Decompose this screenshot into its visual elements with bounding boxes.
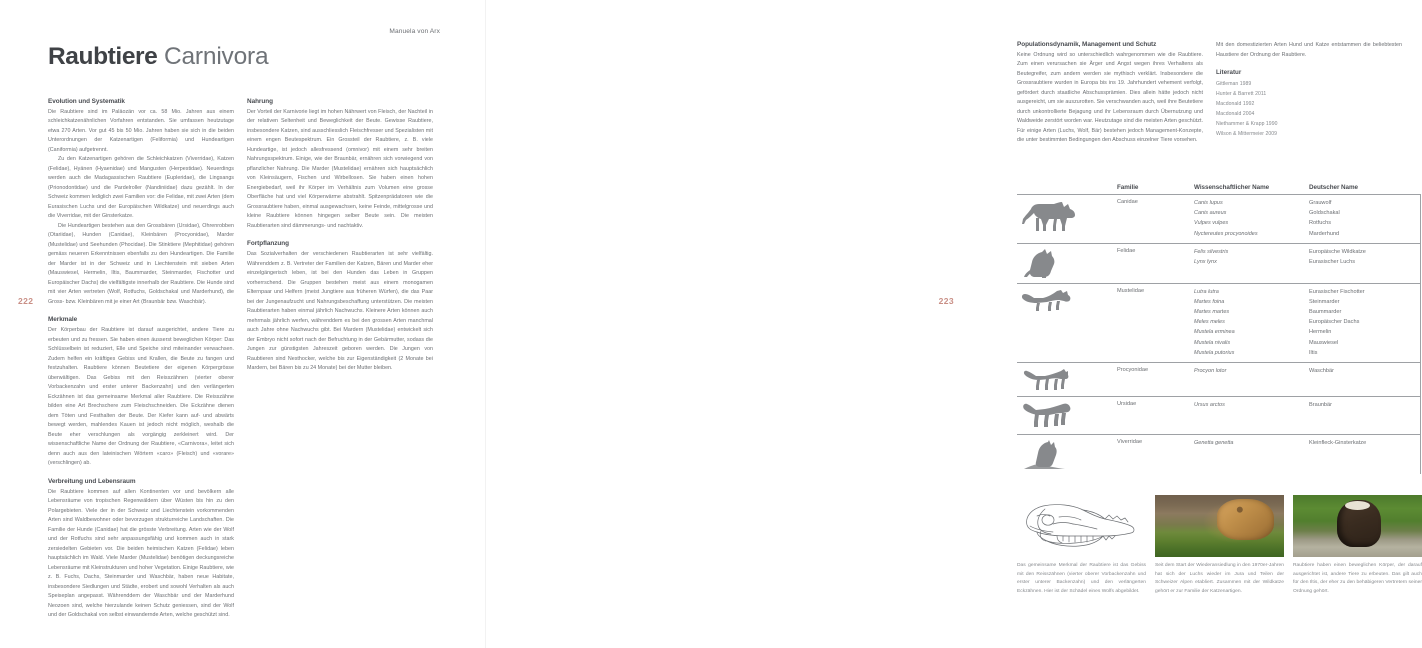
species-german-name: Mauswiesel xyxy=(1309,339,1339,346)
species-german-name: Eurasischer Fischotter xyxy=(1309,288,1365,295)
left-page xyxy=(0,0,486,648)
table-row xyxy=(1194,218,1421,228)
table-right-rule xyxy=(1420,195,1421,243)
species-scientific-name: Mustela nivalis xyxy=(1194,339,1231,346)
species-table-header xyxy=(1017,184,1421,194)
spacer xyxy=(1216,60,1402,67)
table-row xyxy=(1194,366,1421,376)
species-scientific-name: Lutra lutra xyxy=(1194,288,1219,295)
table-right-rule xyxy=(1420,435,1421,474)
table-row xyxy=(1194,247,1421,257)
figure-wolf-skull xyxy=(1017,495,1146,597)
species-german-name: Rotfuchs xyxy=(1309,220,1332,227)
species-scientific-name: Genetta genetta xyxy=(1194,439,1234,446)
spacer xyxy=(48,307,234,316)
species-german-name: Europäischer Dachs xyxy=(1309,319,1360,326)
species-scientific-name: Mustela putorius xyxy=(1194,349,1235,356)
raccoon-silhouette-icon xyxy=(1017,366,1117,392)
title-latin-name: Carnivora xyxy=(164,43,269,70)
species-scientific-name: Procyon lotor xyxy=(1194,367,1227,374)
heading-evolution: Evolution und Systematik xyxy=(48,98,125,105)
heading-merkmale: Merkmale xyxy=(48,316,78,324)
page-number-right: 223 xyxy=(938,296,954,306)
species-german-name: Baummarder xyxy=(1309,309,1342,316)
figure-lynx xyxy=(1155,495,1284,597)
paragraph-evolution-1: Die Raubtiere sind im Paläozän vor ca. 58 Mio. Jahren aus einem schleichkatzenähnlichen Vorfahren entstanden. Sie umfassen heutzutage etwa 270 Arten. Vor gut 45 bis 50 Mio. Jahren haben sie sich in die beiden Unterordnungen der Katzenartigen (Feliformia) und Hundeartigen (Caniformia) aufgetrennt. xyxy=(48,108,234,153)
species-family-name: Viverridae xyxy=(1117,438,1143,445)
paragraph-populationsdynamik-1: Keine Ordnung wird so unterschiedlich wahrgenommen wie die Raubtiere. Zum einen verursachen sie Ärger und Angst wegen ihres Verhaltens als Beutegreifer, zum andern werden sie mythisch verklärt. Insbesondere die Grossraubtiere wurden in Europa bis ins 19. Jahrhundert vehement verfolgt, gefördert durch staatliche Abschussprämien. Dies allein hätte jedoch nicht ausgereicht, um sie auszurotten. Sie verschwanden auch, weil ihre Beutetiere durch unkontrollierte Bejagung und ihr Lebensraum durch Übernutzung und Waldweide zerstört worden war. Heutzutage sind die meisten Arten geschützt. Für einige Arten (Luchs, Wolf, Bär) bestehen jedoch Management-Konzepte, die unter bestimmten Bedingungen den Abschuss einzelner Tiere vorsehen. xyxy=(1017,51,1203,144)
figure-caption-lynx: Seit dem Start der Wiederansiedlung in den 1970er-Jahren hat sich der Luchs wieder im Jura und Teilen der Schweizer Alpen etabliert. Zusammen mit der Wildkatze gehört er zur Familie der Katzenartigen. xyxy=(1155,563,1284,595)
column-header-deutscher-name: Deutscher Name xyxy=(1309,184,1358,191)
marten-silhouette-icon xyxy=(1017,287,1117,313)
lynx-photo xyxy=(1155,495,1284,557)
table-row xyxy=(1194,198,1421,208)
species-scientific-name: Felis silvestris xyxy=(1194,248,1229,255)
figure-row xyxy=(1017,495,1421,597)
literature-entry: Wilson & Mittermeier 2009 xyxy=(1216,130,1277,137)
table-row xyxy=(1194,317,1421,327)
figure-caption-wolf-skull: Das gemeinsame Merkmal der Raubtiere ist das Gebiss mit den Reisszähnen (vierter oberer Vorbackenzahn und erster unterer Backenzahn) und den verlängerten Eckzähnen. Hier ist der Schädel eines Wolfs abgebildet. xyxy=(1017,563,1146,595)
species-scientific-name: Ursus arctos xyxy=(1194,401,1225,408)
species-family-name: Ursidae xyxy=(1117,400,1137,407)
wolf-silhouette-icon xyxy=(1017,198,1117,234)
table-row xyxy=(1194,257,1421,267)
species-row-stack xyxy=(1194,247,1421,267)
text-column-1 xyxy=(48,98,234,621)
species-german-name: Waschbär xyxy=(1309,367,1334,374)
table-right-rule xyxy=(1420,244,1421,283)
heading-verbreitung: Verbreitung und Lebensraum xyxy=(48,477,136,485)
heading-populationsdynamik: Populationsdynamik, Management und Schutz xyxy=(1017,41,1157,48)
species-group-ursidae xyxy=(1017,396,1421,434)
species-family-name: Canidae xyxy=(1117,199,1138,205)
species-group-felidae xyxy=(1017,243,1421,283)
spacer xyxy=(48,469,234,478)
species-row-stack xyxy=(1194,366,1421,376)
table-right-rule xyxy=(1420,397,1421,434)
literature-entry: Gittleman 1989 xyxy=(1216,81,1252,88)
species-german-name: Grauwolf xyxy=(1309,200,1332,206)
heading-fortpflanzung: Fortpflanzung xyxy=(247,240,289,248)
literature-entry: Niethammer & Krapp 1990 xyxy=(1216,120,1278,127)
species-german-name: Braunbär xyxy=(1309,401,1333,408)
genet-silhouette-icon xyxy=(1017,438,1117,470)
polecat-photo xyxy=(1293,495,1422,557)
species-family-name: Mustelidae xyxy=(1117,287,1145,294)
table-row xyxy=(1194,438,1421,448)
column-header-icon xyxy=(1017,184,1117,191)
title-order-name: Raubtiere xyxy=(48,43,158,70)
species-row-stack xyxy=(1194,438,1421,448)
species-german-name: Goldschakal xyxy=(1309,210,1340,217)
paragraph-evolution-3: Die Hundeartigen bestehen aus den Grossbären (Ursidae), Ohrenrobben (Otariidae), Hunden (Canidae), Kleinbären (Procyonidae), Marder (Mustelidae) und Seehunden (Phocidae). Die Stinktiere (Mephitidae) gehören gemäss neueren Erkenntnissen ebenfalls zu den Hundeartigen. Die Familie der Marder ist in der Schweiz und in Liechtenstein mit sieben Arten (Mauswiesel, Hermelin, Iltis, Baummarder, Steinmarder, Fischotter und Europäischer Dachs) die vielfältigste innerhalb der Raubtiere. Die Hunde sind mit vier Arten vertreten (Wolf, Rotfuchs, Goldschakal und Marderhund), die Gross- bzw. Kleinbären mit je einer Art (Braunbär bzw. Waschbär). xyxy=(48,222,234,305)
literature-entry: Hunter & Barrett 2011 xyxy=(1216,90,1267,97)
species-table xyxy=(1017,184,1421,474)
figure-polecat xyxy=(1293,495,1422,597)
literature-list xyxy=(1216,80,1402,140)
page-number-left: 222 xyxy=(18,296,34,306)
species-row-stack xyxy=(1194,400,1421,410)
column-header-familie: Familie xyxy=(1117,184,1139,191)
spacer xyxy=(247,231,433,240)
right-page xyxy=(486,0,1422,648)
species-row-stack xyxy=(1194,198,1421,239)
species-german-name: Marderhund xyxy=(1309,230,1340,237)
paragraph-fortpflanzung-1: Das Sozialverhalten der verschiedenen Raubtierarten ist sehr vielfältig. Währenddem z. B. Vertreter der Familien der Katzen, Bären und Marder eher einzelgängerisch leben, ist bei den Hunden das Leben in Gruppen vorherrschend. Die Gruppen bestehen meist aus einem monogamen Elternpaar und Helfern (meist Jungtiere aus früheren Würfen), die das Paar bei der Jungenaufzucht und Nahrungsbeschaffung unterstützen. Die meisten Raubtierarten haben einmal jährlich Nachwuchs. Kleinere Arten können auch mehrmals jährlich werfen, währenddem es bei den grossen Arten manchmal auch Jahre ohne Nachwuchs gibt. Bei Mardern (Mustelidae) entwickelt sich der Embryo nicht sofort nach der Befruchtung in der Gebärmutter, sodass die Jungen zur günstigsten Jahreszeit geboren werden. Die Jungen von Raubtieren sind Nesthocker, welche bis zur Eigenständigkeit (2 Monate bei Mardern, bei Bären bis zu 24 Monate) bei der Mutter bleiben. xyxy=(247,251,433,372)
heading-literatur: Literatur xyxy=(1216,69,1242,76)
paragraph-merkmale-1: Der Körperbau der Raubtiere ist darauf ausgerichtet, andere Tiere zu erbeuten und zu fressen. Sie haben einen äusserst beweglichen Körper: Das Schlüsselbein ist reduziert, Elle und Speiche sind miteinander verwachsen. Zudem helfen ein kräftiges Gebiss und Krallen, die Beute zu fangen und festzuhalten. Raubtiere können Beutetiere der eigenen Körpergrösse überwältigen. Das Gebiss mit den Reisszähnen (vierter oberer Vorbackenzahn und erster unterer Backenzahn) und den verlängerten Eckzähnen ist das gemeinsame Merkmal aller Raubtiere. Die Reisszähne bilden eine Art Brechschere zum Fleischschneiden. Die Eckzähne dienen dem Töten und Festhalten der Beute. Der Kiefer kann auf- und abwärts bewegt werden, mahlendes Kauen ist jedoch nicht möglich, weshalb die Beute eher verschlungen als vorgängig zerkleinert wird. Der wissenschaftliche Name der Ordnung der Raubtiere, «Carnivora», leitet sich denn auch aus den lateinischen Wörtern «caro» (Fleisch) und «vorare» (verschlingen) ab. xyxy=(48,327,234,467)
figure-caption-polecat: Raubtiere haben einen beweglichen Körper, der darauf ausgerichtet ist, andere Tiere zu erbeuten. Das gilt auch für den Iltis, der eher zu den behäbigeren Vertretern seiner Ordnung gehört. xyxy=(1293,563,1422,595)
text-column-2 xyxy=(247,98,433,374)
species-family-name: Felidae xyxy=(1117,247,1136,254)
author-byline: Manuela von Arx xyxy=(389,28,440,35)
table-row xyxy=(1194,287,1421,297)
species-german-name: Kleinfleck-Ginsterkatze xyxy=(1309,439,1367,446)
species-group-mustelidae xyxy=(1017,283,1421,362)
page-title xyxy=(48,44,268,70)
species-german-name: Steinmarder xyxy=(1309,298,1340,305)
paragraph-verbreitung-1: Die Raubtiere kommen auf allen Kontinenten vor und bevölkern alle Lebensräume von tropischen Regenwäldern über Wüsten bis hin zu den Polargebieten. Viele der in der Schweiz und Liechtenstein vorkommenden Arten sind Waldbewohner oder bevorzugen strukturreiche Landschaften. Die Familie der Hunde (Canidae) hat die grösste Verbreitung. Arten wie der Wolf und der Rotfuchs sind sehr anpassungsfähig und kommen auch in stark zersiedelten Gebieten vor. Die beiden heimischen Katzen (Felidae) leben hauptsächlich im Wald. Viele Marder (Mustelidae) benötigen deckungsreiche Lebensräume mit Kleinstrukturen und hoher Vegetation. Einige Raubtiere, wie z. B. Fuchs, Dachs, Steinmarder und Waschbär, haben neue Habitate, insbesondere Siedlungen und Städte, erobert und sowohl Verhalten als auch Speiseplan angepasst. Währenddem der Waschbär und der Marderhund Neozoen sind, welche hierzulande keinen Schutz geniessen, sind der Wolf und der Goldschakal von selbst einwandernde Arten, welche geschützt sind. xyxy=(48,488,234,619)
table-row xyxy=(1194,400,1421,410)
species-group-procyonidae xyxy=(1017,362,1421,396)
species-scientific-name: Nyctereutes procyonoides xyxy=(1194,230,1258,237)
wolf-skull-line-drawing-icon xyxy=(1017,495,1146,557)
text-column-3 xyxy=(1017,41,1203,146)
species-scientific-name: Vulpes vulpes xyxy=(1194,220,1229,227)
paragraph-nahrung-1: Der Vorteil der Karnivorie liegt im hohen Nährwert von Fleisch, der Nachteil in der relativen Seltenheit und Beweglichkeit der Beute. Gewisse Raubtiere, insbesondere Katzen, sind ausschliesslich Fleischfresser und Spezialisten mit einem engen Beutespektrum. Ein Grossteil der Raubtiere, z. B. viele Hundeartige, ist jedoch allesfressend (omnivor) mit einem sehr breiten Nahrungsspektrum. Einige, wie der Braunbär, ernähren sich vorwiegend von pflanzlicher Nahrung. Die Marder (Mustelidae) ernähren sich hauptsächlich von Kleinsäugern, Fischen und Wirbellosen. Sie haben einen hohen Energiebedarf, weil ihr Körper im Verhältnis zum Volumen eine grosse Oberfläche hat und viel Körperwärme abstrahlt. Spitzenprädatoren wie die Grossraubtiere haben, einmal ausgewachsen, keine Feinde, mittelgrosse und kleine Raubtiere können hingegen selber Beute sein. Die meisten Raubtierarten sind dämmerungs- und nachtaktiv. xyxy=(247,108,433,229)
species-german-name: Eurasischer Luchs xyxy=(1309,258,1356,265)
literature-entry: Macdonald 2004 xyxy=(1216,110,1255,117)
species-scientific-name: Canis lupus xyxy=(1194,200,1223,206)
table-row xyxy=(1194,307,1421,317)
text-column-4 xyxy=(1216,41,1402,140)
species-scientific-name: Mustela erminea xyxy=(1194,329,1235,336)
table-row xyxy=(1194,338,1421,348)
literature-entry: Macdonald 1992 xyxy=(1216,100,1255,107)
wildcat-silhouette-icon xyxy=(1017,247,1117,279)
table-row xyxy=(1194,327,1421,337)
species-scientific-name: Canis aureus xyxy=(1194,210,1227,217)
species-german-name: Hermelin xyxy=(1309,329,1332,336)
species-table-body xyxy=(1017,194,1421,474)
table-row xyxy=(1194,208,1421,218)
species-scientific-name: Meles meles xyxy=(1194,319,1225,326)
table-right-rule xyxy=(1420,284,1421,362)
paragraph-evolution-2: Zu den Katzenartigen gehören die Schleichkatzen (Viverridae), Katzen (Felidae), Hyänen (Hyaenidae) und Mangusten (Herpestidae). Neuerdings werden auch die Madagassischen Raubtiere (Eupleridae), die Lingsangs (Prionodontidae) und die Pardelroller (Nandiniidae) dazu gezählt. In der Schweiz kommen lediglich zwei Familien vor: die Felidae, mit zwei Arten (dem Eurasischen Luchs und der Europäischen Wildkatze) und neuerdings auch die Viverridae, mit der Ginsterkatze. xyxy=(48,156,234,220)
table-row xyxy=(1194,348,1421,358)
species-scientific-name: Lynx lynx xyxy=(1194,258,1217,265)
species-scientific-name: Martes foina xyxy=(1194,298,1225,305)
species-german-name: Iltis xyxy=(1309,349,1318,356)
bear-silhouette-icon xyxy=(1017,400,1117,430)
table-row xyxy=(1194,229,1421,239)
table-right-rule xyxy=(1420,363,1421,396)
species-group-canidae xyxy=(1017,194,1421,243)
species-row-stack xyxy=(1194,287,1421,358)
species-family-name: Procyonidae xyxy=(1117,366,1149,373)
table-row xyxy=(1194,297,1421,307)
paragraph-populationsdynamik-2: Mit den domestizierten Arten Hund und Katze entstammen die beliebtesten Haustiere der Ordnung der Raubtiere. xyxy=(1216,42,1402,58)
heading-nahrung: Nahrung xyxy=(247,98,273,105)
species-group-viverridae xyxy=(1017,434,1421,474)
species-german-name: Europäische Wildkatze xyxy=(1309,248,1366,255)
species-scientific-name: Martes martes xyxy=(1194,309,1230,316)
column-header-wissenschaftlicher-name: Wissenschaftlicher Name xyxy=(1194,184,1270,191)
